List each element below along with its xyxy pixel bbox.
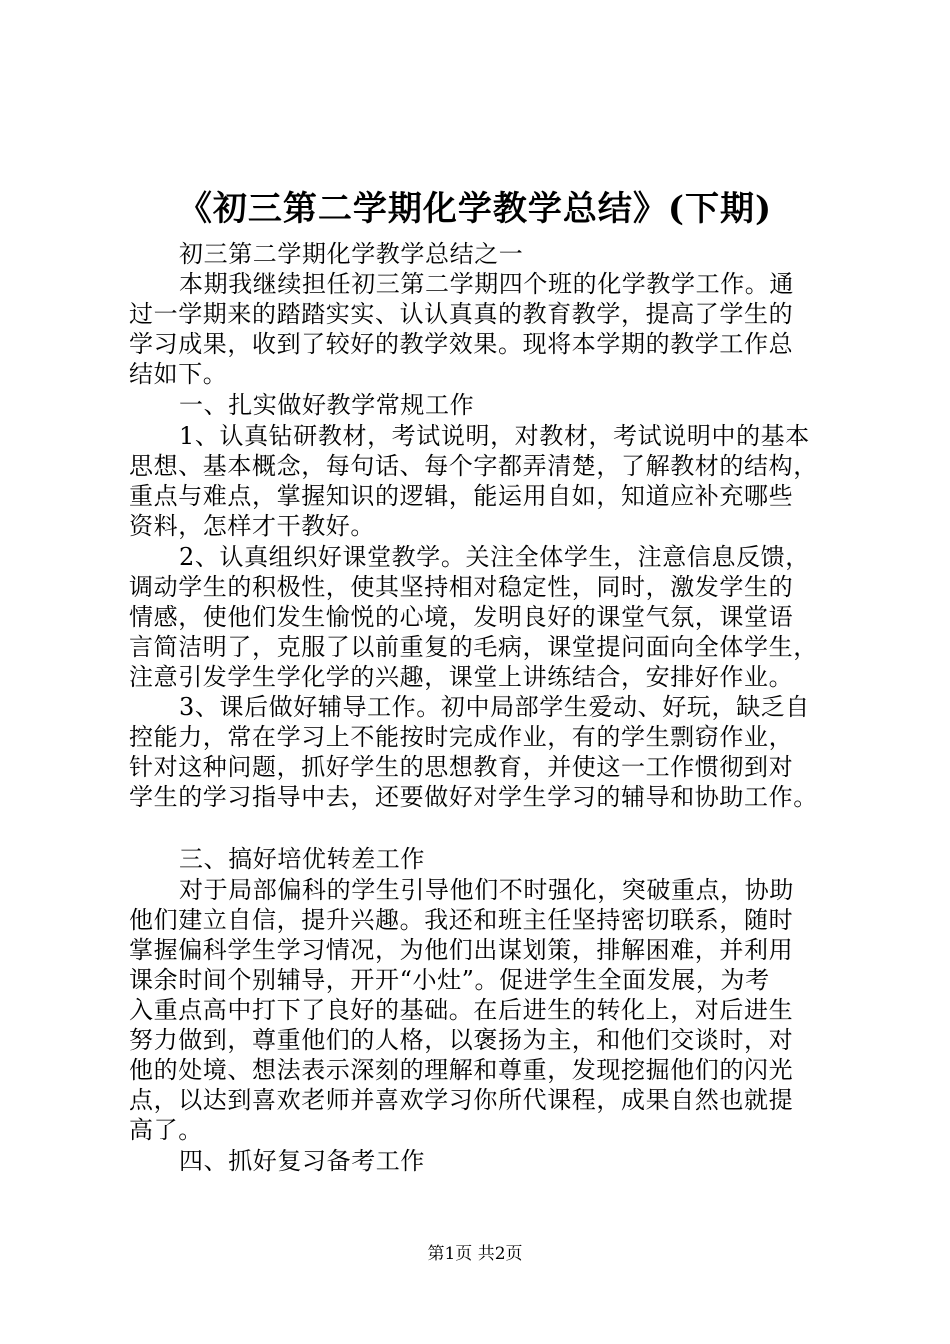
paragraph-line: 高了。 [129, 1116, 203, 1144]
section-heading: 三、搞好培优转差工作 [179, 845, 425, 873]
paragraph-line: 1、认真钻研教材，考试说明，对教材，考试说明中的基本 [179, 422, 810, 450]
document-title: 《初三第二学期化学教学总结》(下期) [177, 189, 773, 229]
section-heading: 四、抓好复习备考工作 [179, 1147, 425, 1175]
paragraph-line: 学生的学习指导中去，还要做好对学生学习的辅导和协助工作。 [129, 783, 818, 811]
paragraph-line: 他的处境、想法表示深刻的理解和尊重，发现挖掘他们的闪光 [129, 1056, 794, 1084]
paragraph-line: 课余时间个别辅导，开开“小灶”。促进学生全面发展，为考 [129, 966, 770, 994]
paragraph-line: 努力做到，尊重他们的人格，以褒扬为主，和他们交谈时，对 [129, 1026, 794, 1054]
paragraph-line: 资料，怎样才干教好。 [129, 512, 375, 540]
page-footer: 第1页 共2页 [427, 1244, 523, 1264]
paragraph-line: 注意引发学生学化学的兴趣，课堂上讲练结合，安排好作业。 [129, 663, 794, 691]
paragraph-line: 他们建立自信，提升兴趣。我还和班主任坚持密切联系，随时 [129, 906, 794, 934]
paragraph-line: 针对这种问题，抓好学生的思想教育，并使这一工作惯彻到对 [129, 753, 794, 781]
paragraph-line: 本期我继续担任初三第二学期四个班的化学教学工作。通 [179, 270, 794, 298]
paragraph-line: 2、认真组织好课堂教学。关注全体学生，注意信息反馈， [179, 543, 810, 571]
section-heading: 一、扎实做好教学常规工作 [179, 391, 475, 419]
paragraph-line: 言简洁明了，克服了以前重复的毛病，课堂提问面向全体学生， [129, 633, 818, 661]
paragraph-line: 掌握偏科学生学习情况，为他们出谋划策，排解困难，并利用 [129, 936, 794, 964]
paragraph-line: 点，以达到喜欢老师并喜欢学习你所代课程，成果自然也就提 [129, 1086, 794, 1114]
subtitle-line: 初三第二学期化学教学总结之一 [179, 240, 524, 268]
paragraph-line: 结如下。 [129, 360, 228, 388]
paragraph-line: 对于局部偏科的学生引导他们不时强化，突破重点，协助 [179, 876, 794, 904]
paragraph-line: 控能力，常在学习上不能按时完成作业，有的学生剽窃作业， [129, 723, 794, 751]
paragraph-line: 过一学期来的踏踏实实、认认真真的教育教学，提高了学生的 [129, 300, 794, 328]
paragraph-line: 学习成果，收到了较好的教学效果。现将本学期的教学工作总 [129, 330, 794, 358]
paragraph-line: 思想、基本概念，每句话、每个字都弄清楚，了解教材的结构， [129, 452, 818, 480]
paragraph-line: 3、课后做好辅导工作。初中局部学生爱动、好玩，缺乏自 [179, 693, 810, 721]
paragraph-line: 入重点高中打下了良好的基础。在后进生的转化上，对后进生 [129, 996, 794, 1024]
paragraph-line: 重点与难点，掌握知识的逻辑，能运用自如，知道应补充哪些 [129, 482, 794, 510]
paragraph-line: 调动学生的积极性，使其坚持相对稳定性，同时，激发学生的 [129, 573, 794, 601]
paragraph-line: 情感，使他们发生愉悦的心境，发明良好的课堂气氛，课堂语 [129, 603, 794, 631]
